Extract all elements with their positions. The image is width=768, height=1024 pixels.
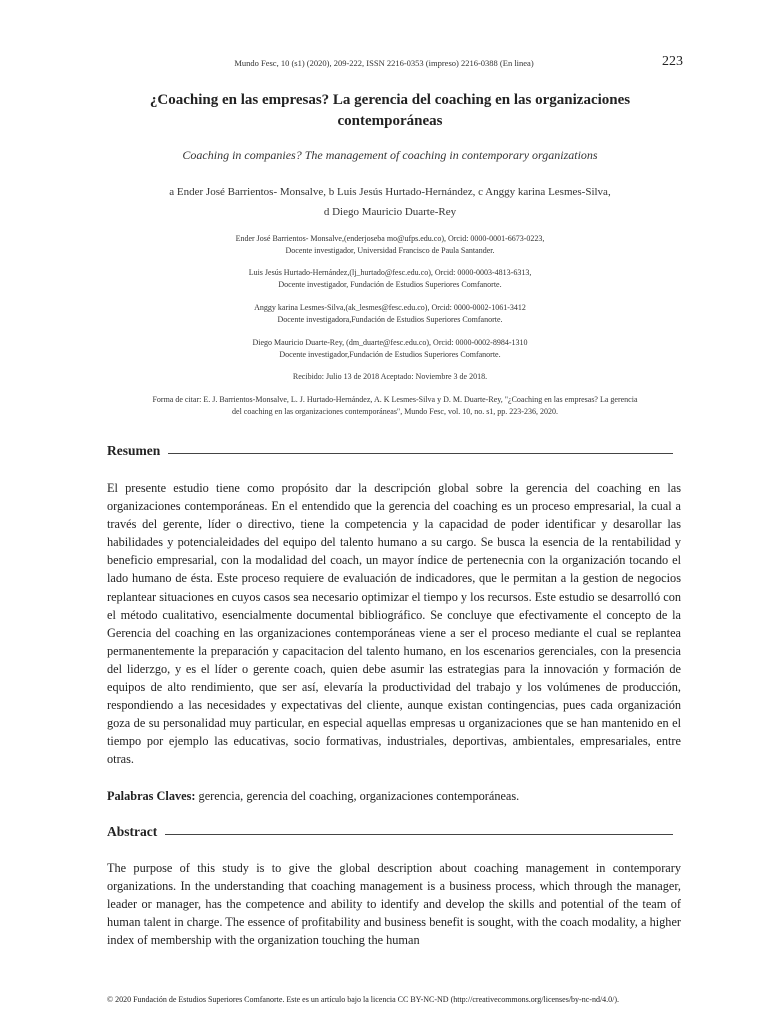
citation-block bbox=[105, 394, 685, 418]
affiliation-line: Docente investigador, Fundación de Estudios Superiores Comfanorte. bbox=[278, 280, 502, 289]
affiliation-block bbox=[140, 302, 640, 326]
author-list bbox=[110, 182, 670, 222]
resumen-heading bbox=[107, 441, 673, 461]
affiliation-block bbox=[140, 267, 640, 291]
keywords-label: Palabras Claves: bbox=[107, 789, 196, 803]
affiliation-block bbox=[140, 233, 640, 257]
section-title: Abstract bbox=[107, 824, 158, 839]
affiliation-line: Docente investigador,Fundación de Estudios Superiores Comfanorte. bbox=[279, 350, 501, 359]
abstract-paragraph: The purpose of this study is to give the global description about coaching management in contemporary organizations. In the understanding that coaching management is a business process, which through the manager, leader or manager, has the competence and ability to identify and develop the skills and potential of the team of human talent in charge. The essence of profitability and business benefit is sought, with the coach modality, a higher index of membership with the organization touching the human bbox=[107, 861, 681, 948]
license-footer: © 2020 Fundación de Estudios Superiores Comfanorte. Este es un artículo bajo la licencia CC BY-NC-ND (http://creativecommons.org/licenses/by-nc-nd/4.0/). bbox=[107, 995, 620, 1004]
keywords-text: gerencia, gerencia del coaching, organizaciones contemporáneas. bbox=[195, 789, 520, 803]
section-divider bbox=[168, 453, 673, 454]
affiliation-line: Docente investigador, Universidad Francisco de Paula Santander. bbox=[285, 246, 495, 255]
citation-line: del coaching en las organizaciones contemporáneas", Mundo Fesc, vol. 10, no. s1, pp. 223-236, 2020. bbox=[232, 407, 558, 416]
article-title: ¿Coaching en las empresas? La gerencia del coaching en las organizaciones contemporáneas bbox=[149, 92, 631, 129]
page-number: 223 bbox=[662, 54, 683, 69]
abstract-heading bbox=[107, 822, 673, 842]
affiliation-line: Luis Jesús Hurtado-Hernández,(lj_hurtado@fesc.edu.co), Orcid: 0000-0003-4813-6313, bbox=[248, 268, 532, 277]
running-header: Mundo Fesc, 10 (s1) (2020), 209-222, ISSN 2216-0353 (impreso) 2216-0388 (En linea) bbox=[234, 58, 534, 68]
received-dates: Recibido: Julio 13 de 2018 Aceptado: Noviembre 3 de 2018. bbox=[292, 372, 488, 381]
resumen-paragraph: El presente estudio tiene como propósito dar la descripción global sobre la gerencia del coaching en las organizaciones contemporáneas. En el entendido que la gerencia del coaching es un proceso empresarial, la cual a través del gerente, líder o directivo, tiene la competencia y la capacidad de poder identificar y desarollar las habilidades y potencialeidades del equipo del talento humano a su cargo. Se busca la esencia de la rentabilidad y beneficio empresarial, con la modalidad del coach, un mayor índice de pertenecnia con la organización tocando el lado humano de ésta. Este proceso requiere de evaluación de indicadores, que le permitan a la gestion de negocios replantear situaciones en cuyos casos sea necesario optimizar el tiempo y los recursos. Este estudio se desarrolló con el método cualitativo, esencialmente documental bibliográfico. Se concluye que efectivamente el concepto de la Gerencia del coaching en las organizaciones contemporáneas viene a ser el proceso mediante el cual se replantea permanentemente la preparación y capacitacion del talento humano, en los escenarios gerenciales, con la presencia del liderzgo, y es el líder o gerente coach, quien debe asumir las estrategias para la innovación y formación de equipos de alto rendimiento, que ser así, elevaría la productividad del trabajo y los volúmenes de producción, respondiendo a las necesidades y expectativas del cliente, aunque existan contingencias, pues cada organización goza de su personalidad muy particular, en especial aquellas empresas u organizaciones que se han mantenido en el tiempo por ejemplo las educativas, socio formativas, industriales, deportivas, ambientales, empresariales, entre otras. bbox=[107, 481, 681, 767]
author-line: a Ender José Barrientos- Monsalve, b Luis Jesús Hurtado-Hernández, c Anggy karina Lesmes-Silva, bbox=[169, 186, 611, 198]
affiliation-block bbox=[140, 337, 640, 361]
author-line: d Diego Mauricio Duarte-Rey bbox=[323, 206, 457, 218]
keywords bbox=[107, 787, 681, 805]
section-title: Resumen bbox=[107, 443, 161, 458]
affiliation-line: Ender José Barrientos- Monsalve,(enderjoseba mo@ufps.edu.co), Orcid: 0000-0001-6673-0223, bbox=[235, 234, 545, 243]
affiliation-line: Diego Mauricio Duarte-Rey, (dm_duarte@fesc.edu.co), Orcid: 0000-0002-8984-1310 bbox=[252, 338, 528, 347]
affiliation-line: Docente investigadora,Fundación de Estudios Superiores Comfanorte. bbox=[277, 315, 503, 324]
section-divider bbox=[165, 834, 673, 835]
article-subtitle: Coaching in companies? The management of coaching in contemporary organizations bbox=[182, 148, 598, 162]
citation-line: Forma de citar: E. J. Barrientos-Monsalve, L. J. Hurtado-Hernández, A. K Lesmes-Silva y D. M. Duarte-Rey, "¿Coaching en las empresas? La gerencia bbox=[152, 395, 638, 404]
affiliation-line: Anggy karina Lesmes-Silva,(ak_lesmes@fesc.edu.co), Orcid: 0000-0002-1061-3412 bbox=[254, 303, 526, 312]
